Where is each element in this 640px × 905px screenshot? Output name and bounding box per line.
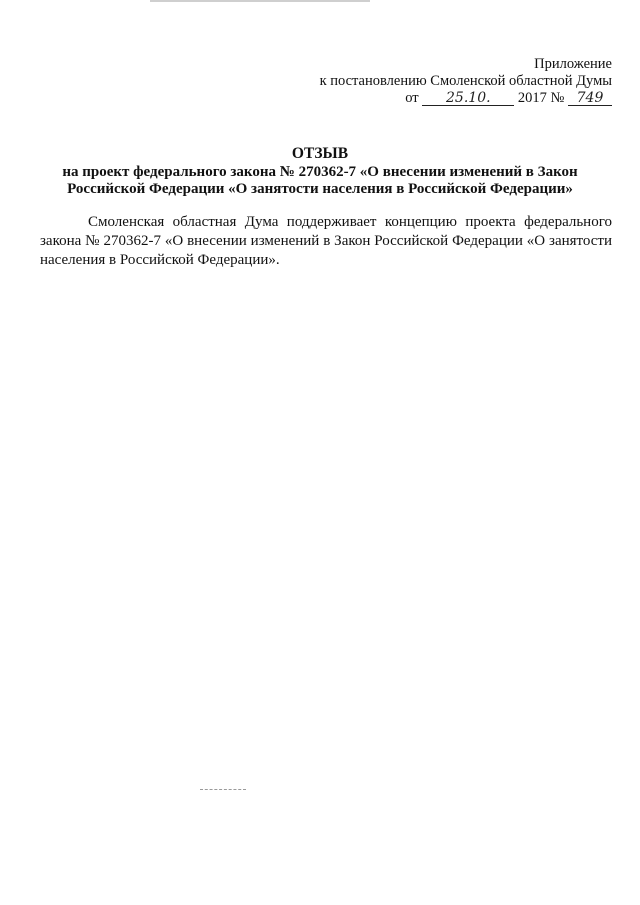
appendix-resolution-ref: к постановлению Смоленской областной Думы (319, 73, 612, 89)
date-field (422, 91, 514, 106)
body-paragraph: Смоленская областная Дума поддерживает концепцию проекта федерального закона № 270362-7 «О внесении изменений в Закон Российской Федерации «О занятости населения в Российской Федерации». (40, 214, 612, 268)
number-handwritten: 749 (576, 90, 604, 106)
scan-edge-line (150, 0, 370, 2)
appendix-date-line (320, 90, 612, 107)
date-handwritten: 25.10. (446, 90, 491, 106)
year-number-label: 2017 № (517, 90, 565, 106)
date-prefix: от (405, 90, 419, 106)
stray-mark (200, 789, 246, 791)
document-title (40, 145, 600, 198)
title-line-1: на проект федерального закона № 270362-7 «О внесении изменений в Закон (62, 164, 578, 180)
title-main: ОТЗЫВ (291, 145, 349, 162)
number-field (568, 91, 612, 106)
title-line-2: Российской Федерации «О занятости населения в Российской Федерации» (67, 181, 573, 197)
appendix-label: Приложение (534, 56, 612, 72)
appendix-block (320, 56, 612, 107)
